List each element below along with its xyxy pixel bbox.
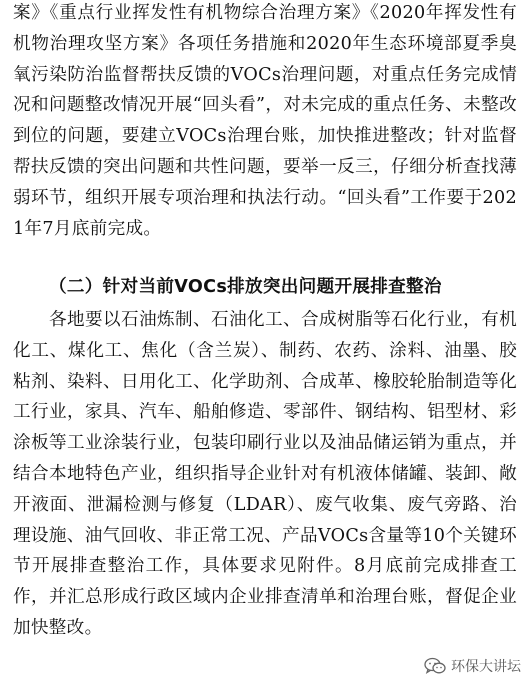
section-heading: （二）针对当前VOCs排放突出问题开展排查整治: [49, 277, 442, 297]
watermark-text: 环保大讲坛: [451, 659, 521, 675]
body-paragraph-1: 案》《重点行业挥发性有机物综合治理方案》《2020年挥发性有机物治理攻坚方案》各项任务措施和2020年生态环境部夏季臭氧污染防治监督帮扶反馈的VOCs治理问题，对重点任务完成情况和问题整改情况开展“回头看”，对未完成的重点任务、未整改到位的问题，要建立VOCs治理台账，加快推进整改；针对监督帮扶反馈的突出问题和共性问题，要举一反三，仔细分析查找薄弱环节，组织开展专项治理和执法行动。“回头看”工作要于2021年7月底前完成。: [13, 3, 517, 239]
body-paragraph-2: 各地要以石油炼制、石油化工、合成树脂等石化行业，有机化工、煤化工、焦化（含兰炭）、制药、农药、涂料、油墨、胶粘剂、染料、日用化工、化学助剂、合成革、橡胶轮胎制造等化工行业，家具、汽车、船舶修造、零部件、钢结构、铝型材、彩涂板等工业涂装行业，包装印刷行业以及油品储运销为重点，并结合本地特色产业，组织指导企业针对有机液体储罐、装卸、敞开液面、泄漏检测与修复（LDAR）、废气收集、废气旁路、治理设施、油气回收、非正常工况、产品VOCs含量等10个关键环节开展排查整治工作，具体要求见附件。8月底前完成排查工作，并汇总形成行政区域内企业排查清单和治理台账，督促企业加快整改。: [13, 310, 517, 638]
watermark: [422, 653, 523, 679]
wechat-icon: [424, 657, 446, 675]
